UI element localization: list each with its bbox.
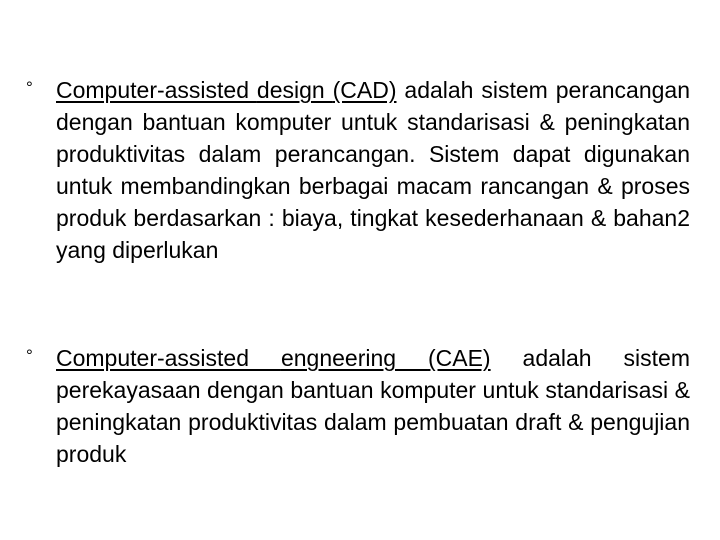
bullet-text-cad [56,74,690,266]
bullet-item-cae [26,342,690,470]
term-cad-acronym: (CAD) [332,77,397,103]
cad-definition: adalah sistem perancangan dengan bantuan komputer untuk standarisasi & peningkatan produktivitas dalam perancangan. Sistem dapat digunakan untuk membandingkan berbagai macam rancangan & proses produk berdasarkan : biaya, tingkat kesederhanaan & bahan2 yang diperlukan [56,77,690,263]
term-design: design [256,77,333,103]
term-engneering: engneering [280,345,428,371]
cae-definition: adalah sistem perekayasaan dengan bantuan komputer untuk standarisasi & peningkatan produktivitas dalam pembuatan draft & pengujian produk [56,345,690,467]
bullet-marker: ° [26,78,33,97]
term-computer-assisted: Computer-assisted [56,345,281,371]
term-cae-acronym: (CAE) [427,345,491,371]
bullet-item-cad [26,74,690,266]
bullet-marker: ° [26,346,33,365]
bullet-text-cae [56,342,690,470]
term-computer-assisted: Computer-assisted [56,77,257,103]
